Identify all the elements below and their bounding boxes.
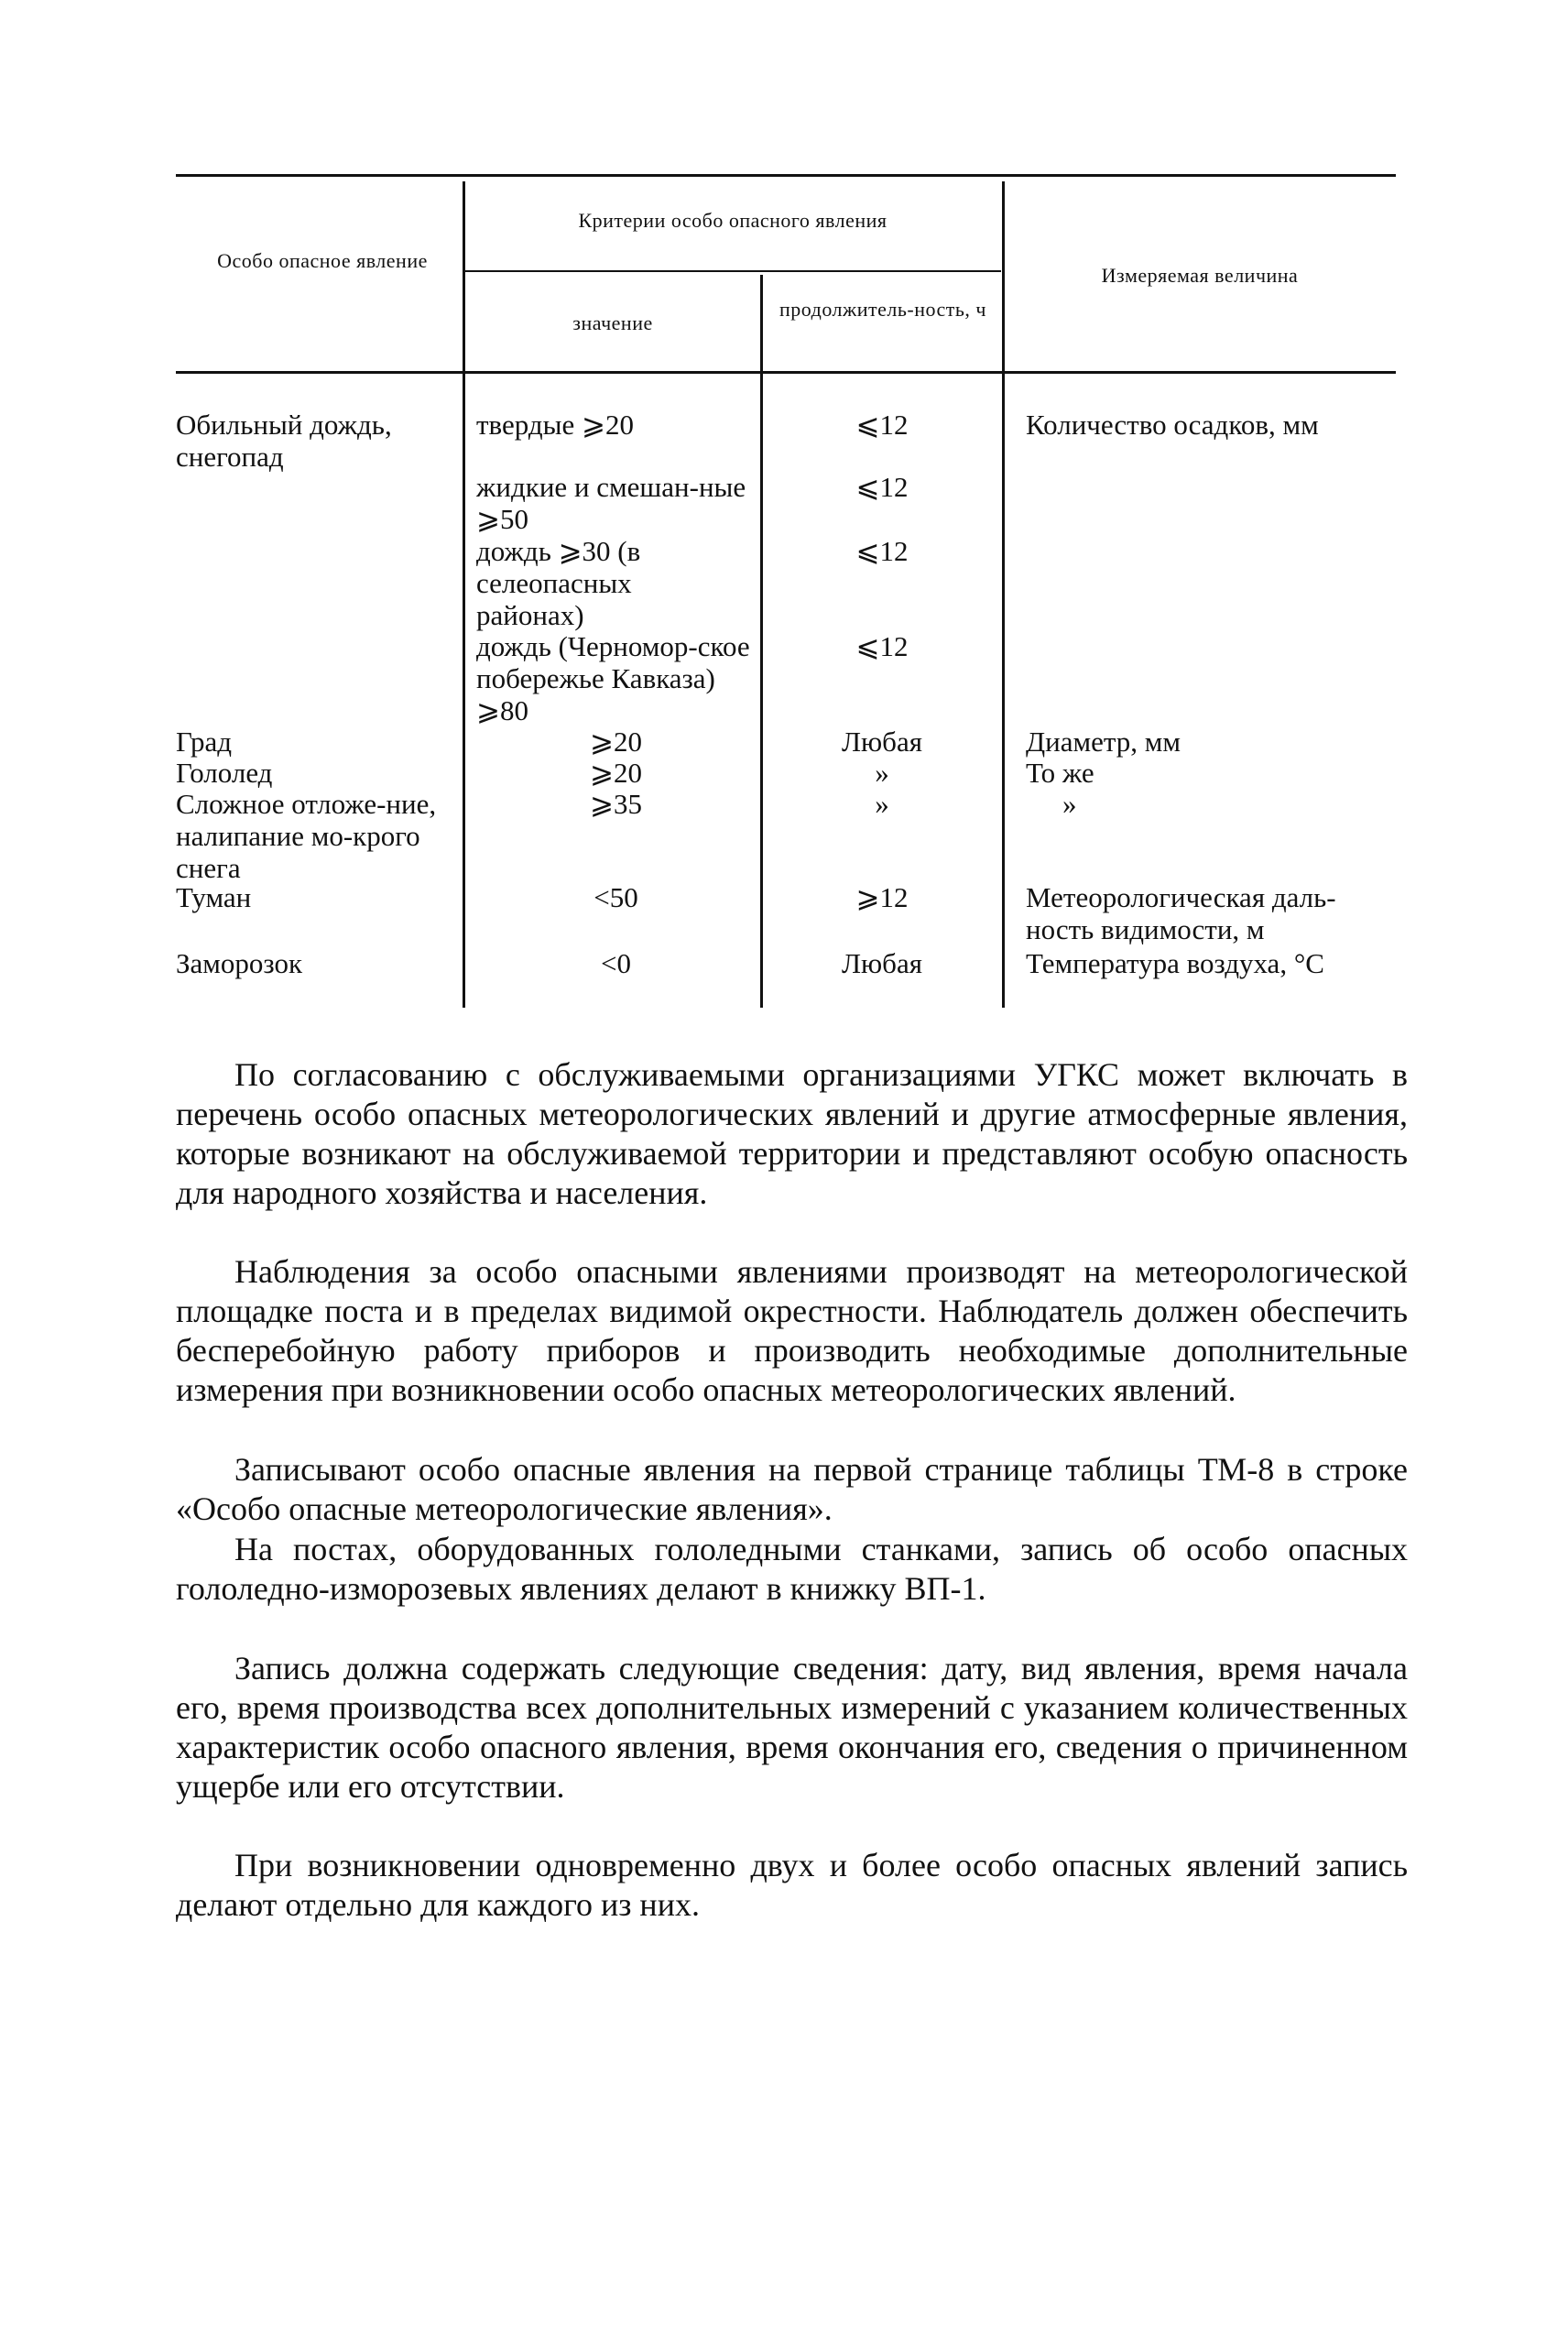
cell-duration-frost: Любая	[842, 947, 922, 979]
cell-duration-liquid: ⩽12	[855, 471, 909, 503]
cell-phenomenon-hail: Град	[176, 726, 233, 758]
cell-phenomenon-complex-deposit: Сложное отложе-ние, налипание мо-крого снега	[176, 788, 437, 884]
cell-duration-complex-deposit: »	[875, 788, 889, 820]
header-measured: Измеряемая величина	[1101, 264, 1299, 287]
cell-measured-fog: Метеорологическая даль-ность видимости, м	[1026, 881, 1336, 945]
paragraph-6: При возникновении одновременно двух и более особо опасных явлений запись делают отдельно для каждого из них.	[176, 1847, 1408, 1923]
cell-phenomenon-rain-snow: Обильный дождь, снегопад	[176, 409, 392, 473]
cell-value-black-sea-rain: дождь (Черномор-ское побережье Кавказа) ⩾80	[476, 630, 750, 726]
cell-measured-complex-deposit: »	[1062, 788, 1077, 820]
cell-measured-glaze: То же	[1026, 757, 1094, 789]
cell-value-mudflow-rain: дождь ⩾30 (в селеопасных районах)	[476, 535, 641, 631]
cell-duration-black-sea-rain: ⩽12	[855, 630, 909, 662]
paragraph-3: Записывают особо опасные явления на первой странице таблицы ТМ-8 в строке «Особо опасные метеорологические явления».	[176, 1451, 1408, 1527]
cell-value-hail: ⩾20	[590, 726, 642, 758]
header-duration: продолжитель-ность, ч	[779, 298, 986, 321]
cell-value-solid: твердые ⩾20	[476, 409, 634, 441]
column-divider-3	[1002, 181, 1005, 1008]
cell-measured-rain-snow: Количество осадков, мм	[1026, 409, 1319, 441]
criteria-header-rule	[465, 270, 1001, 272]
cell-value-glaze: ⩾20	[590, 757, 642, 789]
cell-duration-mudflow-rain: ⩽12	[855, 535, 909, 567]
cell-phenomenon-frost: Заморозок	[176, 947, 303, 979]
paragraph-1: По согласованию с обслуживаемыми организациями УГКС может включать в перечень особо опасных метеорологических явлений и другие атмосферные явления, которые возникают на обслуживаемой территории и представляют особую опасность для народного хозяйства и населения.	[176, 1056, 1408, 1211]
cell-value-complex-deposit: ⩾35	[590, 788, 642, 820]
header-phenomenon: Особо опасное явление	[217, 249, 428, 272]
paragraph-4: На постах, оборудованных гололедными станками, запись об особо опасных гололедно-изморозевых явлениях делают в книжку ВП-1.	[176, 1531, 1408, 1607]
cell-duration-fog: ⩾12	[855, 881, 909, 913]
cell-duration-glaze: »	[875, 757, 889, 789]
cell-value-frost: <0	[601, 947, 631, 979]
paragraph-2: Наблюдения за особо опасными явлениями производят на метеорологической площадке поста и в пределах видимой окрестности. Наблюдатель должен обеспечить бесперебойную работу приборов и производить необходимые дополнительные измерения при возникновении особо опасных метеорологических явлений.	[176, 1253, 1408, 1408]
cell-phenomenon-fog: Туман	[176, 881, 252, 913]
header-criteria: Критерии особо опасного явления	[578, 209, 887, 232]
cell-duration-hail: Любая	[842, 726, 922, 758]
paragraph-5: Запись должна содержать следующие сведения: дату, вид явления, время начала его, время производства всех дополнительных измерений с указанием количественных характеристик особо опасного явления, время окончания его, сведения о причиненном ущербе или его отсутствии.	[176, 1650, 1408, 1805]
cell-value-fog: <50	[593, 881, 638, 913]
cell-duration-solid: ⩽12	[855, 409, 909, 441]
cell-phenomenon-glaze: Гололед	[176, 757, 273, 789]
cell-value-liquid: жидкие и смешан-ные ⩾50	[476, 471, 746, 535]
column-divider-1	[463, 181, 465, 1008]
table-top-rule	[176, 174, 1396, 177]
table-header-rule	[176, 371, 1396, 374]
cell-measured-hail: Диаметр, мм	[1026, 726, 1181, 758]
header-value: значение	[572, 311, 653, 334]
cell-measured-frost: Температура воздуха, °С	[1026, 947, 1324, 979]
